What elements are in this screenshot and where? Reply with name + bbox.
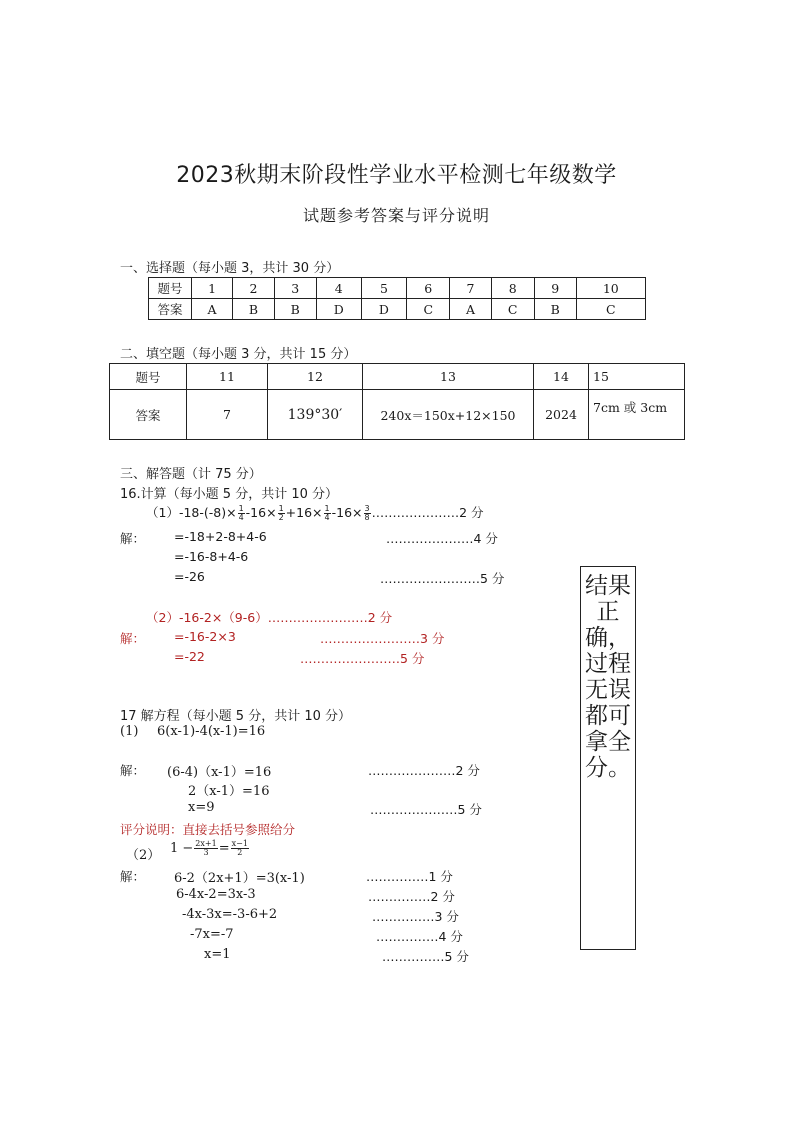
denominator: 2 (237, 848, 243, 857)
fraction (278, 505, 285, 522)
solution-step: x=9 (188, 800, 215, 815)
solve-label: 解： (120, 869, 146, 884)
fraction (324, 505, 331, 522)
table-cell: 2 (233, 278, 275, 299)
score-mark: ……………4 分 (376, 929, 463, 944)
expr-part: -16× (245, 505, 277, 520)
table-cell: 15 (589, 364, 685, 390)
grading-side-note (580, 566, 636, 950)
solution-step: =-16-8+4-6 (174, 549, 249, 564)
table-cell: 题号 (149, 278, 192, 299)
table-cell: 5 (361, 278, 406, 299)
solution-step: -4x-3x=-3-6+2 (182, 907, 278, 922)
q16-1-question (146, 503, 484, 522)
table-cell: 2024 (534, 390, 589, 440)
solution-step: -7x=-7 (190, 927, 234, 942)
table-cell: 7 (450, 278, 491, 299)
table-cell: 11 (187, 364, 268, 390)
table-cell: 139°30′ (268, 390, 363, 440)
scoring-note: 评分说明：直接去括号参照给分 (120, 822, 296, 837)
q16-1-prefix: （1）-18-(-8)× (146, 505, 237, 520)
q17-heading: 17 解方程（每小题 5 分，共计 10 分） (120, 709, 352, 724)
solution-step: =-26 (174, 569, 205, 584)
side-note-text: 结果正确，过程无误都可拿全分。 (585, 573, 631, 781)
table-cell: 7 (187, 390, 268, 440)
page-title: 2023秋期末阶段性学业水平检测七年级数学 (176, 163, 617, 188)
table-cell: D (316, 299, 361, 320)
expr-part: -16× (331, 505, 363, 520)
score-mark: ……………5 分 (382, 949, 469, 964)
table-cell: A (192, 299, 233, 320)
table-row (110, 390, 685, 440)
numerator: 2x+1 (195, 839, 217, 848)
fraction (194, 840, 217, 857)
table-cell: 8 (491, 278, 534, 299)
denominator: 4 (238, 513, 244, 522)
page-subtitle: 试题参考答案与评分说明 (302, 206, 490, 225)
fraction (238, 505, 245, 522)
score-mark: …………………2 分 (368, 763, 480, 778)
table-cell: B (534, 299, 576, 320)
numerator: 1 (278, 504, 284, 513)
q17-1-equation: 6(x-1)-4(x-1)=16 (157, 724, 266, 739)
solution-step: 6-2（2x+1）=3(x-1) (174, 871, 305, 886)
table-cell: 10 (576, 278, 645, 299)
solution-step: =-22 (174, 649, 205, 664)
table-cell: C (491, 299, 534, 320)
fill-in-table (109, 363, 685, 440)
denominator: 4 (324, 513, 330, 522)
table-cell: 题号 (110, 364, 187, 390)
solve-label: 解： (120, 763, 146, 778)
q17-2-equation (170, 840, 250, 857)
score-mark: ……………1 分 (366, 869, 453, 884)
expr-part: = (218, 841, 230, 856)
table-cell: B (233, 299, 275, 320)
section3-heading: 三、解答题（计 75 分） (120, 467, 262, 482)
solution-step: 2（x-1）=16 (188, 784, 270, 799)
numerator: 1 (238, 504, 244, 513)
table-cell: C (576, 299, 645, 320)
table-cell: 9 (534, 278, 576, 299)
table-cell: 240x＝150x+12×150 (363, 390, 534, 440)
solve-label: 解： (120, 631, 146, 646)
table-cell: 1 (192, 278, 233, 299)
solve-label: 解： (120, 531, 146, 546)
solution-step: (6-4)（x-1）=16 (167, 765, 272, 780)
table-cell: 13 (363, 364, 534, 390)
numerator: 3 (364, 504, 370, 513)
q16-heading: 16.计算（每小题 5 分，共计 10 分） (120, 487, 339, 502)
q16-2-question: （2）-16-2×（9-6）……………………2 分 (146, 610, 393, 625)
solution-step: 6-4x-2=3x-3 (176, 887, 256, 902)
expr-part: +16× (285, 505, 323, 520)
table-cell: A (450, 299, 491, 320)
score-mark: …………………4 分 (386, 531, 498, 546)
numerator: x−1 (231, 839, 248, 848)
expr-part: 1 − (170, 841, 194, 856)
score-mark: ……………………5 分 (380, 571, 505, 586)
numerator: 1 (324, 504, 330, 513)
section1-heading: 一、选择题（每小题 3，共计 30 分） (120, 261, 340, 276)
score-mark: …………………5 分 (370, 802, 482, 817)
denominator: 2 (278, 513, 284, 522)
fraction (364, 505, 371, 522)
table-row (110, 364, 685, 390)
table-cell: 答案 (149, 299, 192, 320)
solution-step: =-16-2×3 (174, 629, 236, 644)
solution-step: x=1 (204, 947, 231, 962)
solution-step: =-18+2-8+4-6 (174, 529, 267, 544)
table-row (149, 278, 646, 299)
score-mark: ……………………5 分 (300, 651, 425, 666)
fraction (231, 840, 249, 857)
table-cell: 答案 (110, 390, 187, 440)
score-mark: ……………………3 分 (320, 631, 445, 646)
q17-1-label: (1) (120, 724, 139, 739)
table-cell: D (361, 299, 406, 320)
score-mark: ……………3 分 (372, 909, 459, 924)
table-cell: 7cm 或 3cm (589, 390, 685, 440)
table-row (149, 299, 646, 320)
table-cell: 4 (316, 278, 361, 299)
section2-heading: 二、填空题（每小题 3 分，共计 15 分） (120, 347, 357, 362)
table-cell: 12 (268, 364, 363, 390)
table-cell: 14 (534, 364, 589, 390)
denominator: 3 (203, 848, 209, 857)
table-cell: 6 (407, 278, 450, 299)
q17-2-label: （2） (126, 848, 161, 863)
multiple-choice-table (148, 277, 646, 320)
score-mark: ……………2 分 (368, 889, 455, 904)
denominator: 8 (364, 513, 370, 522)
table-cell: C (407, 299, 450, 320)
score-mark: …………………2 分 (371, 505, 484, 520)
table-cell: 3 (274, 278, 316, 299)
table-cell: B (274, 299, 316, 320)
